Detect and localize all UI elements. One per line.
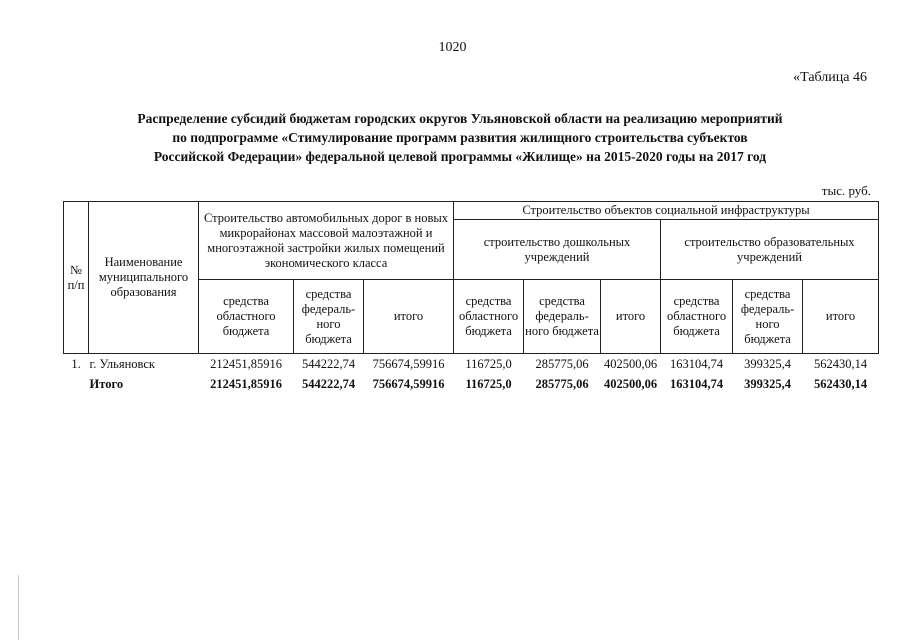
header-preschool-regional: средства областного бюджета xyxy=(454,280,524,354)
page-number: 1020 xyxy=(438,40,467,55)
total-roads-total: 756674,59916 xyxy=(372,376,445,391)
total-roads-federal: 544222,74 xyxy=(301,376,356,391)
cell-roads-regional: 212451,85916 xyxy=(210,356,282,371)
cell-schools-regional: 163104,74 xyxy=(669,356,724,371)
total-num xyxy=(64,374,89,394)
row-name: г. Ульяновск xyxy=(89,356,155,371)
document-title xyxy=(70,109,850,166)
title-line-1: Распределение субсидий бюджетам городских округов Ульяновской области на реализацию мероприятий xyxy=(137,111,783,126)
header-preschool-federal: средства федераль-ного бюджета xyxy=(524,280,601,354)
header-social: Строительство объектов социальной инфраструктуры xyxy=(454,202,879,220)
header-schools-federal: средства федераль-ного бюджета xyxy=(733,280,803,354)
cell-schools-federal: 399325,4 xyxy=(744,356,791,371)
header-roads-total: итого xyxy=(364,280,454,354)
scan-crease-line xyxy=(18,575,19,640)
cell-preschool-federal: 285775,06 xyxy=(535,356,589,371)
total-roads-regional: 212451,85916 xyxy=(210,376,282,391)
total-preschool-regional: 116725,0 xyxy=(465,376,512,391)
header-schools: строительство образовательных учреждений xyxy=(661,220,879,280)
total-row xyxy=(64,374,879,394)
header-num: № п/п xyxy=(64,202,89,354)
units-label: тыс. руб. xyxy=(821,183,871,198)
cell-preschool-total: 402500,06 xyxy=(603,356,658,371)
header-schools-regional: средства областного бюджета xyxy=(661,280,733,354)
total-schools-federal: 399325,4 xyxy=(744,376,791,391)
cell-roads-federal: 544222,74 xyxy=(301,356,356,371)
header-roads-federal: средства федераль-ного бюджета xyxy=(294,280,364,354)
table-label: «Таблица 46 xyxy=(793,70,867,85)
header-preschool-total: итого xyxy=(601,280,661,354)
total-preschool-total: 402500,06 xyxy=(603,376,658,391)
header-roads: Строительство автомобильных дорог в новых микрорайонах массовой малоэтажной и многоэтажной застройки жилых помещений экономического класса xyxy=(199,202,454,280)
total-label: Итого xyxy=(89,376,124,391)
title-line-3: Российской Федерации» федеральной целевой программы «Жилище» на 2015-2020 годы на 2017 год xyxy=(153,149,767,164)
table-row xyxy=(64,354,879,375)
header-preschool: строительство дошкольных учреждений xyxy=(454,220,661,280)
subsidy-table xyxy=(63,201,879,394)
row-num: 1. xyxy=(71,356,81,371)
header-name: Наименование муниципального образования xyxy=(89,202,199,354)
total-schools-total: 562430,14 xyxy=(813,376,868,391)
title-line-2: по подпрограмме «Стимулирование программ развития жилищного строительства субъектов xyxy=(172,130,748,145)
cell-preschool-regional: 116725,0 xyxy=(465,356,512,371)
total-preschool-federal: 285775,06 xyxy=(535,376,589,391)
cell-schools-total: 562430,14 xyxy=(813,356,868,371)
header-roads-regional: средства областного бюджета xyxy=(199,280,294,354)
header-schools-total: итого xyxy=(803,280,879,354)
total-schools-regional: 163104,74 xyxy=(669,376,724,391)
cell-roads-total: 756674,59916 xyxy=(372,356,445,371)
